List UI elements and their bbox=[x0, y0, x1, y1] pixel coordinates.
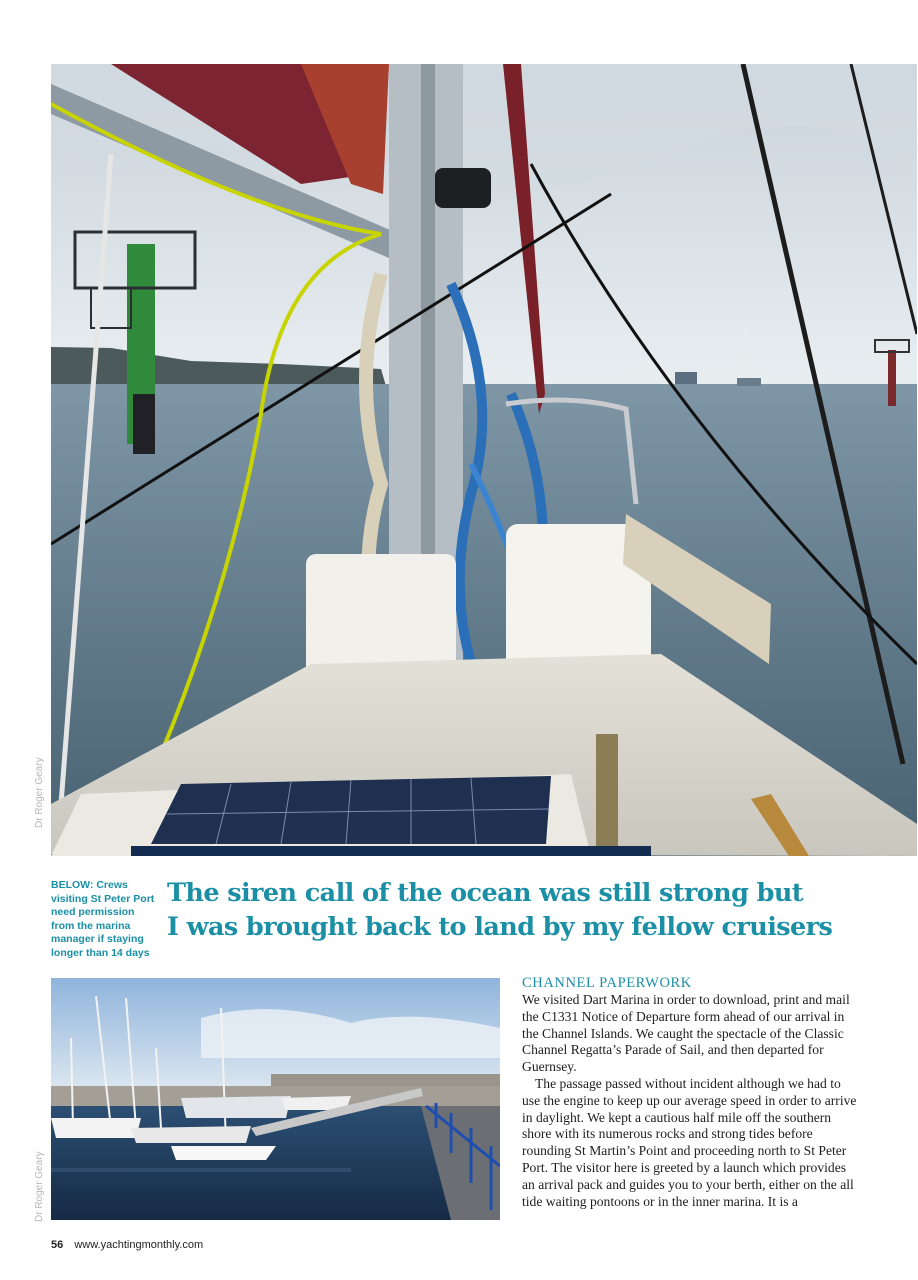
page-footer bbox=[51, 1239, 203, 1251]
website-url: www.yachtingmonthly.com bbox=[74, 1239, 204, 1251]
article-paragraph: The passage passed without incident although we had to use the engine to keep up our average speed in order to arrive in daylight. We kept a cautious half mile off the southern shore with its numerous rocks and strong tides before rounding St Martin’s Point and proceeding north to St Peter Port. The visitor here is greeted by a launch which provides an arrival pack and guides you to your berth, either on the all tide waiting pontoons or in the inner marina. It is a bbox=[522, 1075, 857, 1209]
bottom-photo bbox=[51, 978, 500, 1220]
photo-credit-top: Dr Roger Geary bbox=[34, 757, 45, 828]
headline-line-2: I was brought back to land by my fellow cruisers bbox=[167, 912, 833, 942]
headline-line-1: The siren call of the ocean was still strong but bbox=[167, 878, 803, 908]
caption-lead: BELOW: bbox=[51, 879, 94, 891]
photo-caption bbox=[51, 879, 157, 960]
article-paragraph: We visited Dart Marina in order to download, print and mail the C1331 Notice of Departure form ahead of our arrival in the Channel Islands. We caught the spectacle of the Classic Channel Regatta’s Parade of Sail, and then departed for Guernsey. bbox=[522, 992, 850, 1075]
yacht-foredeck-photo bbox=[51, 64, 917, 856]
caption-text: Crews visiting St Peter Port need permission from the marina manager if staying longer than 14 days bbox=[51, 879, 155, 959]
photo-credit-bottom: Dr Roger Geary bbox=[34, 1151, 45, 1222]
marina-photo bbox=[51, 978, 500, 1220]
top-photo bbox=[51, 64, 917, 856]
pull-quote-headline bbox=[167, 876, 887, 944]
article-body bbox=[522, 992, 862, 1210]
page-number: 56 bbox=[51, 1239, 64, 1251]
section-heading: CHANNEL PAPERWORK bbox=[522, 975, 692, 991]
